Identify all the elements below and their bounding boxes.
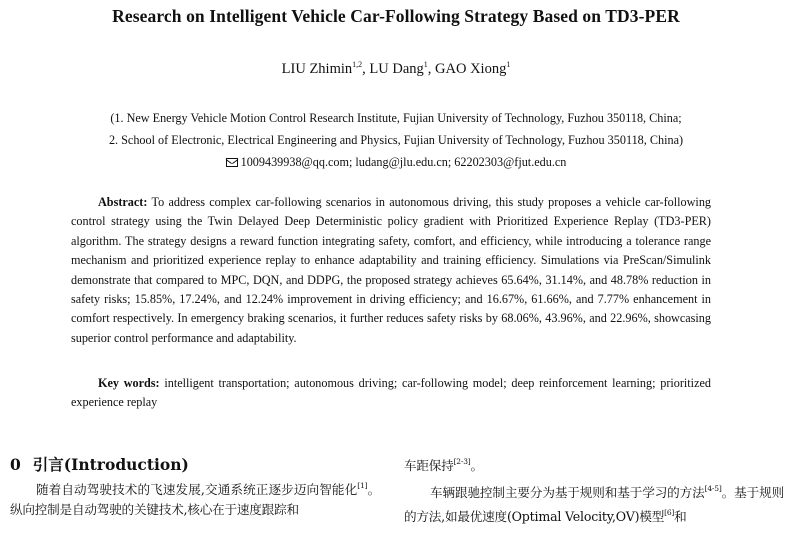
body-paragraph [404,479,784,527]
author-affiliation-mark: 1 [423,60,428,69]
body-paragraph-continued [404,452,784,476]
abstract [71,193,711,348]
citation-ref[interactable]: [2-3] [453,457,471,466]
body-text: 和 [674,509,687,524]
section-heading [10,454,380,476]
body-paragraph [10,476,380,520]
right-column [404,452,784,527]
author-name: LIU Zhimin [281,61,353,77]
body-text: 车辆跟驰控制主要分为基于规则和基于学习的方法 [430,485,705,500]
paper-title: Research on Intelligent Vehicle Car-Following Strategy Based on TD3-PER [112,6,680,26]
email-line [0,151,792,173]
section-number: 0 [10,455,21,474]
keywords-label: Key words: [98,376,160,390]
author-list [0,60,792,78]
left-column [10,454,380,533]
body-text: 随着自动驾驶技术的飞速发展,交通系统正逐步迈向智能化 [36,482,358,497]
author-separator: , [362,61,370,77]
email-addresses: 1009439938@qq.com; ludang@jlu.edu.cn; 62202303@fjut.edu.cn [240,155,567,169]
body-text: 。 [470,458,483,473]
author-affiliation-mark: 1 [506,60,511,69]
keywords [71,374,711,413]
abstract-label: Abstract: [98,195,148,209]
body-text: 。纵向控制是自动驾驶的关键技术,核心在于速度跟踪和 [10,482,380,517]
author-affiliation-mark: 1,2 [352,60,363,69]
affiliation-line: (1. New Energy Vehicle Motion Control Research Institute, Fujian University of Technology, Fuzhou 350118, China; [110,111,682,125]
author-separator: , [427,61,436,77]
citation-ref[interactable]: [6] [664,508,675,517]
affiliation-line: 2. School of Electronic, Electrical Engineering and Physics, Fujian University of Technology, Fuzhou 350118, China) [108,133,684,147]
abstract-text: To address complex car-following scenarios in autonomous driving, this study proposes a vehicle car-following control strategy using the Twin Delayed Deep Deterministic policy gradient with Prioritized Experience Replay (TD3-PER) algorithm. The strategy designs a reward function integrating safety, comfort, and efficiency, while introducing a tolerance range mechanism and prioritized experience replay to enhance adaptability and training efficiency. Simulations via PreScan/Simulink demonstrate that compared to MPC, DQN, and DDPG, the proposed strategy achieves 65.64%, 31.14%, and 48.78% reduction in safety risks; 15.85%, 17.24%, and 12.24% improvement in driving efficiency; and 16.67%, 61.66%, and 7.77% enhancement in comfort respectively. In emergency braking scenarios, it further reduces safety risks by 68.06%, 43.96%, and 22.96%, showcasing superior control performance and adaptability. [71,195,712,345]
body-text: 车距保持 [404,458,454,473]
keywords-text: intelligent transportation; autonomous driving; car-following model; deep reinforcement learning; prioritized experience replay [71,376,711,410]
author-name: LU Dang [369,61,424,77]
citation-ref[interactable]: [1] [357,481,368,490]
section-title: 引言(Introduction) [32,455,189,474]
envelope-icon [226,158,238,167]
body-text: 。基于规则的方法,如最优速度(Optimal Velocity,OV)模型 [404,485,784,524]
citation-ref[interactable]: [4-5] [704,484,722,493]
author-name: GAO Xiong [435,61,507,77]
